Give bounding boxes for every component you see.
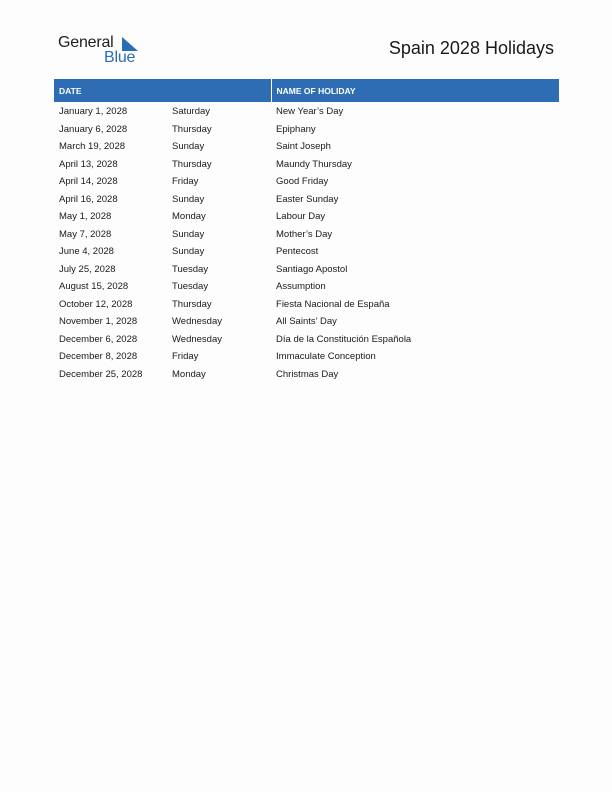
holiday-weekday-cell: Sunday xyxy=(172,193,205,205)
holiday-date-cell: May 1, 2028 xyxy=(59,211,112,223)
table-row xyxy=(54,121,559,139)
holiday-weekday-cell: Thursday xyxy=(172,158,212,170)
holiday-name-cell: Labour Day xyxy=(276,211,326,223)
column-header-holiday: NAME OF HOLIDAY xyxy=(271,79,559,102)
holiday-date-cell: April 13, 2028 xyxy=(59,158,118,170)
holiday-name-cell: Christmas Day xyxy=(276,368,339,380)
holiday-name-cell: Fiesta Nacional de España xyxy=(276,298,390,310)
holiday-date-cell: June 4, 2028 xyxy=(59,246,114,258)
table-row xyxy=(54,173,559,191)
holiday-weekday-cell: Friday xyxy=(172,351,199,363)
table-row xyxy=(54,331,559,349)
logo-text-general: General xyxy=(58,34,114,51)
table-row xyxy=(54,226,559,244)
holiday-date-cell: December 6, 2028 xyxy=(59,333,138,345)
holiday-name-cell: Día de la Constitución Española xyxy=(276,333,412,345)
table-row xyxy=(54,243,559,261)
holiday-date-cell: April 14, 2028 xyxy=(59,176,118,188)
holiday-name-cell: Good Friday xyxy=(276,176,329,188)
holiday-weekday-cell: Wednesday xyxy=(172,316,222,328)
table-row xyxy=(54,102,559,121)
holiday-name-cell: Maundy Thursday xyxy=(276,158,352,170)
table-row xyxy=(54,366,559,384)
holiday-date-cell: August 15, 2028 xyxy=(59,281,129,293)
holiday-name-cell: Santiago Apostol xyxy=(276,263,348,275)
holiday-date-cell: May 7, 2028 xyxy=(59,228,112,240)
table-row xyxy=(54,278,559,296)
holiday-date-cell: December 25, 2028 xyxy=(59,368,143,380)
holiday-date-cell: October 12, 2028 xyxy=(59,298,133,310)
logo-text-blue: Blue xyxy=(104,49,136,66)
generalblue-logo xyxy=(58,34,148,70)
holiday-weekday-cell: Monday xyxy=(172,211,206,223)
holiday-name-cell: New Year’s Day xyxy=(276,106,344,118)
table-row xyxy=(54,191,559,209)
holiday-weekday-cell: Tuesday xyxy=(172,263,209,275)
holiday-date-cell: March 19, 2028 xyxy=(59,141,126,153)
holiday-name-cell: Immaculate Conception xyxy=(276,351,376,363)
holiday-table xyxy=(54,79,559,383)
holiday-weekday-cell: Wednesday xyxy=(172,333,222,345)
table-body xyxy=(54,102,559,383)
holiday-date-cell: December 8, 2028 xyxy=(59,351,138,363)
holiday-name-cell: Easter Sunday xyxy=(276,193,339,205)
table-header-row xyxy=(54,79,559,102)
table-row xyxy=(54,261,559,279)
holiday-weekday-cell: Thursday xyxy=(172,298,212,310)
table-row xyxy=(54,156,559,174)
holiday-weekday-cell: Saturday xyxy=(172,106,211,118)
holiday-name-cell: Saint Joseph xyxy=(276,141,331,153)
holiday-weekday-cell: Monday xyxy=(172,368,206,380)
page-title: Spain 2028 Holidays xyxy=(388,38,554,58)
holiday-weekday-cell: Friday xyxy=(172,176,199,188)
holiday-name-cell: All Saints’ Day xyxy=(276,316,337,328)
table-row xyxy=(54,348,559,366)
holiday-name-cell: Epiphany xyxy=(276,123,316,135)
holiday-date-cell: July 25, 2028 xyxy=(59,263,116,275)
holiday-name-cell: Pentecost xyxy=(276,246,319,258)
holiday-weekday-cell: Tuesday xyxy=(172,281,209,293)
holiday-name-cell: Mother’s Day xyxy=(276,228,333,240)
table-row xyxy=(54,296,559,314)
holiday-weekday-cell: Sunday xyxy=(172,246,205,258)
holiday-date-cell: April 16, 2028 xyxy=(59,193,118,205)
holiday-date-cell: January 6, 2028 xyxy=(59,123,128,135)
holiday-weekday-cell: Sunday xyxy=(172,141,205,153)
table-row xyxy=(54,208,559,226)
holiday-date-cell: January 1, 2028 xyxy=(59,106,128,118)
column-header-date: DATE xyxy=(54,79,271,102)
holiday-date-cell: November 1, 2028 xyxy=(59,316,138,328)
table-row xyxy=(54,313,559,331)
table-row xyxy=(54,138,559,156)
holiday-name-cell: Assumption xyxy=(276,281,326,293)
holiday-weekday-cell: Sunday xyxy=(172,228,205,240)
holiday-weekday-cell: Thursday xyxy=(172,123,212,135)
